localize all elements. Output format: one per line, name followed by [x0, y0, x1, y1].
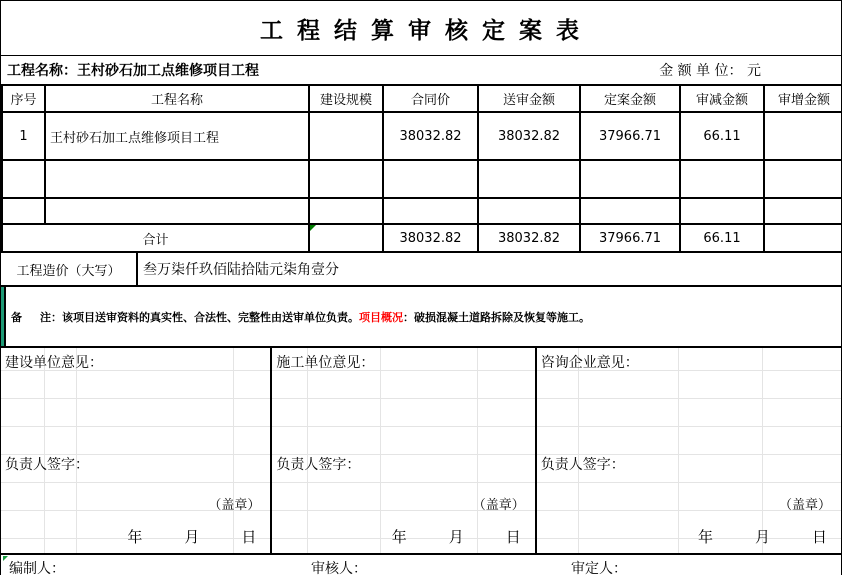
amount-in-words-label: 工程造价（大写） [1, 253, 138, 285]
cell-finalized-amount[interactable]: 37966.71 [580, 112, 680, 160]
year-label: 年 [697, 528, 713, 546]
month-label: 月 [184, 528, 200, 546]
amount-in-words-row [1, 253, 841, 287]
amount-unit-label: 金 额 单 位： 元 [659, 63, 761, 79]
reviewer-label: 审核人： [311, 561, 367, 575]
cell-submitted-amount[interactable] [478, 198, 580, 224]
settlement-table [1, 84, 842, 253]
opinion-box-contractor-unit[interactable] [272, 348, 536, 553]
project-name-label: 工程名称：王村砂石加工点维修项目工程 [7, 63, 259, 79]
gridline-vertical [477, 348, 478, 553]
month-label: 月 [448, 528, 464, 546]
approver-label: 审定人： [571, 561, 627, 575]
header-contract-price: 合同价 [383, 85, 478, 112]
header-scale: 建设规模 [309, 85, 383, 112]
cell-seq[interactable] [2, 160, 45, 198]
opinion-title: 咨询企业意见： [540, 355, 639, 371]
table-total-row [2, 224, 842, 252]
cell-project-name[interactable] [45, 160, 309, 198]
cell-increased-amount[interactable] [764, 198, 842, 224]
seal-label: （盖章） [208, 498, 261, 513]
gridline-vertical [578, 348, 579, 553]
opinion-box-construction-unit[interactable] [1, 348, 272, 553]
signature-label: 负责人签字： [540, 457, 625, 473]
year-label: 年 [391, 528, 407, 546]
opinion-title: 建设单位意见： [5, 355, 103, 371]
day-label: 日 [505, 528, 521, 546]
table-header-row [2, 85, 842, 112]
remark-body: 注：该项目送审资料的真实性、合法性、完整性由送审单位负责。 [40, 310, 359, 324]
date-line [698, 526, 827, 547]
remark-left-border [4, 287, 6, 346]
total-submitted-amount[interactable]: 38032.82 [478, 224, 580, 252]
cell-contract-price[interactable] [383, 198, 478, 224]
cell-finalized-amount[interactable] [580, 198, 680, 224]
header-reduced-amount: 审减金额 [680, 85, 764, 112]
gridline-vertical [380, 348, 381, 553]
date-line [127, 526, 256, 547]
gridline-vertical [44, 348, 45, 553]
cell-increased-amount[interactable] [764, 112, 842, 160]
cell-seq[interactable]: 1 [2, 112, 45, 160]
remark-row[interactable] [1, 287, 841, 348]
sheet-title: 工 程 结 算 审 核 定 案 表 [259, 17, 583, 44]
opinion-box-consulting-firm[interactable] [537, 348, 841, 553]
cell-submitted-amount[interactable]: 38032.82 [478, 112, 580, 160]
table-row-empty [2, 198, 842, 224]
meta-band [1, 56, 841, 84]
gridline-vertical [76, 348, 77, 553]
gridline-vertical [762, 348, 763, 553]
day-label: 日 [241, 528, 257, 546]
gridline-vertical [233, 348, 234, 553]
footer-row [1, 555, 841, 575]
comment-marker-triangle-icon [310, 225, 316, 231]
header-project-name: 工程名称 [45, 85, 309, 112]
cell-scale[interactable] [309, 112, 383, 160]
seal-label: （盖章） [472, 498, 525, 513]
cell-scale[interactable] [309, 198, 383, 224]
cell-contract-price[interactable]: 38032.82 [383, 112, 478, 160]
cell-submitted-amount[interactable] [478, 160, 580, 198]
header-submitted-amount: 送审金额 [478, 85, 580, 112]
seal-label: （盖章） [778, 498, 831, 513]
cell-increased-amount[interactable] [764, 160, 842, 198]
month-label: 月 [754, 528, 770, 546]
cell-scale[interactable] [309, 160, 383, 198]
signature-label: 负责人签字： [276, 457, 361, 473]
table-row [2, 112, 842, 160]
opinions-section [1, 348, 841, 555]
cell-reduced-amount[interactable]: 66.11 [680, 112, 764, 160]
signature-label: 负责人签字： [5, 457, 89, 473]
total-scale[interactable] [309, 224, 383, 252]
preparer-label: 编制人： [9, 561, 65, 575]
day-label: 日 [811, 528, 827, 546]
comment-marker-triangle-icon [3, 556, 8, 561]
remark-highlight: 项目概况 [359, 310, 403, 324]
cell-project-name[interactable] [45, 198, 309, 224]
total-increased-amount[interactable] [764, 224, 842, 252]
cell-reduced-amount[interactable] [680, 160, 764, 198]
date-line [392, 526, 521, 547]
year-label: 年 [127, 528, 143, 546]
gridline-vertical [678, 348, 679, 553]
header-seq: 序号 [2, 85, 45, 112]
cell-reduced-amount[interactable] [680, 198, 764, 224]
header-finalized-amount: 定案金额 [580, 85, 680, 112]
total-contract-price[interactable]: 38032.82 [383, 224, 478, 252]
title-band [1, 1, 841, 56]
cell-contract-price[interactable] [383, 160, 478, 198]
opinion-title: 施工单位意见： [276, 355, 375, 371]
total-finalized-amount[interactable]: 37966.71 [580, 224, 680, 252]
remark-prefix: 备 [11, 310, 22, 324]
header-increased-amount: 审增金额 [764, 85, 842, 112]
remark-tail: ：破损混凝土道路拆除及恢复等施工。 [403, 310, 590, 324]
table-row-empty [2, 160, 842, 198]
cell-finalized-amount[interactable] [580, 160, 680, 198]
gridline-vertical [307, 348, 308, 553]
cell-project-name[interactable]: 王村砂石加工点维修项目工程 [45, 112, 309, 160]
total-label: 合计 [2, 224, 309, 252]
total-reduced-amount[interactable]: 66.11 [680, 224, 764, 252]
cell-seq[interactable] [2, 198, 45, 224]
amount-in-words-value[interactable]: 叁万柒仟玖佰陆拾陆元柒角壹分 [143, 262, 339, 278]
